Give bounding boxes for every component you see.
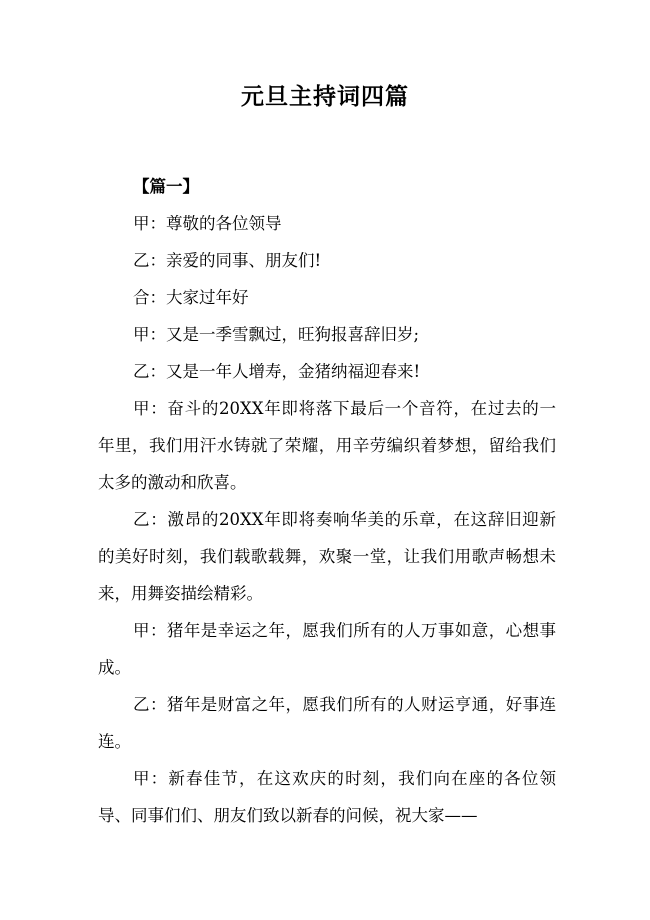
paragraph-4: 甲：又是一季雪飘过，旺狗报喜辞旧岁;	[133, 325, 420, 344]
document-title: 元旦主持词四篇	[241, 83, 409, 110]
paragraph-7: 乙：激昂的20XX年即将奏响华美的乐章，在这辞旧迎新的美好时刻，我们载歌载舞，欢聚一堂，让我们用歌声畅想未来，用舞姿描绘精彩。	[98, 510, 556, 603]
paragraph-6: 甲：奋斗的20XX年即将落下最后一个音符，在过去的一年里，我们用汗水铸就了荣耀，用辛劳编织着梦想，留给我们太多的激动和欣喜。	[98, 399, 556, 492]
paragraph-2: 乙：亲爱的同事、朋友们!	[133, 251, 322, 270]
paragraph-8: 甲：猪年是幸运之年，愿我们所有的人万事如意，心想事成。	[98, 621, 556, 677]
document-body	[98, 168, 556, 834]
paragraph-10: 甲：新春佳节，在这欢庆的时刻，我们向在座的各位领导、同事们们、朋友们致以新春的问候，祝大家——	[98, 769, 556, 825]
paragraph-3: 合：大家过年好	[133, 288, 249, 307]
paragraph-1: 甲：尊敬的各位领导	[133, 214, 282, 233]
section-heading: 【篇一】	[133, 177, 199, 196]
paragraph-9: 乙：猪年是财富之年，愿我们所有的人财运亨通，好事连连。	[98, 695, 556, 751]
paragraph-5: 乙：又是一年人增寿，金猪纳福迎春来!	[133, 362, 421, 381]
